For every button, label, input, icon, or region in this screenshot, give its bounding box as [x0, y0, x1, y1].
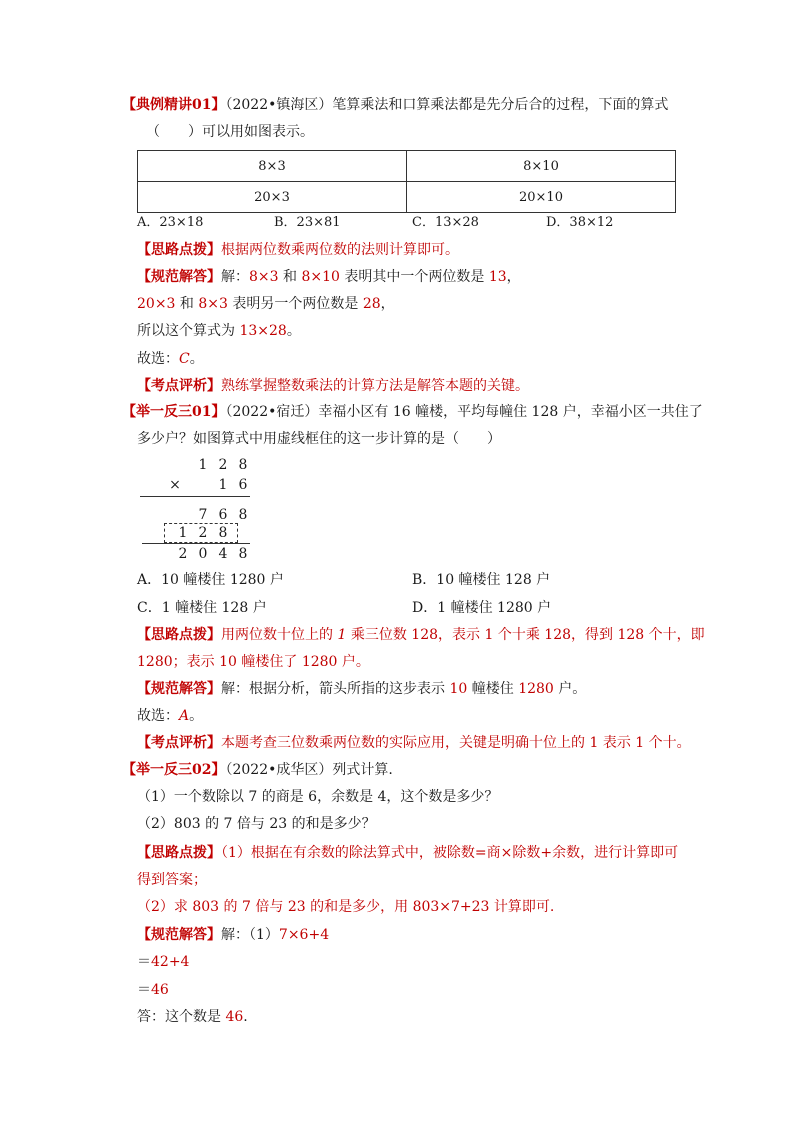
ex2-hint-text: 1280 — [301, 654, 338, 670]
ex1-question-line2: （ ）可以用如图表示。 — [146, 124, 314, 140]
ex3-hint-text: （1）根据在有余数的除法算式中，被除数=商×除数+余数，进行计算即可 — [221, 845, 679, 861]
ex3-answer-text: 解：（1） — [221, 927, 279, 943]
ex3-step-text: ＝ — [137, 982, 151, 998]
ex1-hint-text: 根据两位数乘两位数的法则计算即可。 — [221, 242, 459, 258]
ex2-answer-text: 解：根据分析，箭头所指的这步表示 — [221, 681, 450, 697]
ex2-hint-text: 128 — [617, 627, 645, 643]
calc-digit: 8 — [238, 507, 248, 523]
calc-digit: 0 — [198, 546, 208, 562]
ex3-step-text: ＝ — [137, 954, 151, 970]
ex1-eval-tag: 【考点评析】 — [137, 378, 221, 394]
ex3-hint-text: 803×7+23 — [412, 899, 490, 915]
ex3-source: （2022•成华区） — [225, 762, 333, 778]
table-row — [138, 151, 676, 182]
ex3-hint-text: 803 — [192, 899, 220, 915]
ex1-answer-text: 和 — [175, 296, 199, 312]
calc-digit: 1 — [198, 457, 208, 473]
ex2-answer-text: 10 — [449, 681, 468, 697]
multiply-sign: × — [169, 477, 181, 493]
ex2-hint-text: 幢楼住了 — [236, 654, 302, 670]
table-cell: 20×3 — [138, 182, 407, 213]
ex2-answer — [137, 679, 586, 699]
ex2-eval-text: 表示 1 个十。 — [598, 735, 691, 751]
ex2-option-c: C．1 幢楼住 128 户 — [137, 600, 267, 616]
ex3-question — [122, 760, 393, 780]
ex2-choice — [137, 706, 203, 726]
ex1-answer-text: 13×28 — [239, 323, 287, 339]
ex2-choice-suffix: 。 — [189, 708, 204, 724]
ex2-hint-line1 — [137, 625, 705, 645]
ex2-question-line2: 多少户？如图算式中用虚线框住的这一步计算的是（ ） — [137, 431, 501, 447]
table-cell: 8×10 — [407, 151, 676, 182]
ex1-answer-text: ， — [380, 296, 395, 312]
ex2-hint-text: ；表示 — [172, 654, 220, 670]
ex3-hint-text: 倍与 — [250, 899, 288, 915]
ex1-answer-text: 所以这个算式为 — [137, 323, 240, 339]
ex2-answer-text: 1280 — [518, 681, 554, 697]
ex3-hint-text: 的 — [219, 899, 242, 915]
ex1-option-d: D．38×12 — [546, 215, 614, 230]
ex3-hint-text: （2）求 — [137, 899, 193, 915]
ex3-final-answer — [137, 1007, 248, 1027]
ex1-hint — [137, 240, 459, 260]
ex3-final-text: 46 — [225, 1009, 244, 1025]
ex3-subquestion-1: （1）一个数除以 7 的商是 6，余数是 4，这个数是多少？ — [137, 789, 499, 805]
ex1-answer-text: 28 — [362, 296, 381, 312]
ex1-answer-tag: 【规范解答】 — [137, 269, 221, 285]
ex1-choice-suffix: 。 — [189, 351, 204, 367]
ex2-option-b: B．10 幢楼住 128 户 — [412, 572, 551, 588]
ex2-eval-text: 1 — [589, 735, 599, 751]
ex2-answer-tag: 【规范解答】 — [137, 681, 221, 697]
ex1-answer-text: 。 — [286, 323, 301, 339]
table-cell: 20×10 — [407, 182, 676, 213]
ex3-tag: 【举一反三02】 — [122, 762, 226, 778]
ex1-answer-text: 和 — [278, 269, 302, 285]
calc-digit: 7 — [198, 507, 208, 523]
ex1-eval-text: 熟练掌握整数乘法的计算方法是解答本题的关键。 — [221, 378, 529, 394]
ex3-hint-text: 计算即可. — [489, 899, 555, 915]
table-cell: 8×3 — [138, 151, 407, 182]
ex1-hint-tag: 【思路点拨】 — [137, 242, 221, 258]
ex1-answer-text: 表明另一个两位数是 — [227, 296, 363, 312]
ex2-eval-tag: 【考点评析】 — [137, 735, 221, 751]
ex1-answer-line3 — [137, 321, 301, 341]
calc-digit: 2 — [198, 525, 208, 541]
ex1-source: （2022•镇海区） — [225, 97, 333, 113]
ex2-choice-letter: A — [179, 708, 190, 724]
ex2-hint-text: 乘三位数 — [346, 627, 412, 643]
ex2-hint-tag: 【思路点拨】 — [137, 627, 221, 643]
ex1-question-line1 — [122, 95, 668, 115]
table-row — [138, 182, 676, 213]
ex3-step-2 — [137, 980, 169, 1000]
ex3-step-1 — [137, 952, 189, 972]
calc-digit: 8 — [238, 546, 248, 562]
calc-digit: 6 — [238, 477, 248, 493]
ex3-hint-tag: 【思路点拨】 — [137, 845, 221, 861]
ex3-step-text: 46 — [151, 982, 169, 998]
ex3-hint-text: 23 — [287, 899, 306, 915]
calc-digit: 8 — [218, 525, 228, 541]
ex2-tag: 【举一反三01】 — [122, 404, 226, 420]
ex2-option-d: D．1 幢楼住 1280 户 — [412, 600, 552, 616]
ex3-final-text: 答：这个数是 — [137, 1009, 226, 1025]
ex1-answer-text: 8×3 — [249, 269, 279, 285]
ex2-hint-text: 1 — [337, 627, 347, 643]
ex1-tag: 【典例精讲01】 — [122, 97, 226, 113]
ex1-option-c: C．13×28 — [412, 215, 479, 230]
calc-rule — [140, 496, 250, 497]
ex2-hint-line2 — [137, 652, 370, 672]
ex1-answer-text: 8×3 — [198, 296, 228, 312]
ex1-figure-table — [137, 150, 676, 213]
ex2-source: （2022•宿迁） — [225, 404, 319, 420]
ex3-hint-text: 得到答案； — [137, 872, 207, 888]
ex3-question-text: 列式计算. — [332, 762, 393, 778]
ex2-hint-text: 1280 — [137, 654, 173, 670]
ex2-question-text1: 幸福小区有 16 幢楼，平均每幢住 128 户，幸福小区一共住了 — [318, 404, 703, 420]
ex1-choice-prefix: 故选： — [137, 351, 179, 367]
ex1-answer-prefix: 解： — [221, 269, 249, 285]
calc-digit: 1 — [178, 525, 188, 541]
ex3-answer-tag: 【规范解答】 — [137, 927, 221, 943]
ex2-answer-text: 户。 — [553, 681, 587, 697]
ex3-answer-text: 7×6+4 — [278, 927, 330, 943]
ex2-choice-prefix: 故选： — [137, 708, 179, 724]
ex1-option-b: B．23×81 — [274, 215, 341, 230]
ex2-question-line1 — [122, 402, 703, 422]
calc-digit: 8 — [238, 457, 248, 473]
ex2-hint-text: 128 — [544, 627, 572, 643]
ex1-evaluation — [137, 376, 529, 396]
ex2-hint-text: ，表示 1 个十乘 — [438, 627, 545, 643]
ex1-answer-line1 — [137, 267, 521, 287]
ex3-step-text: 42+4 — [151, 954, 190, 970]
ex2-hint-text: 个十，即 — [644, 627, 705, 643]
ex3-answer — [137, 925, 329, 945]
ex2-hint-text: 用两位数十位上的 — [221, 627, 338, 643]
calc-digit: 4 — [218, 546, 228, 562]
ex3-hint-text: 7 — [242, 899, 251, 915]
ex3-hint-line1 — [137, 843, 678, 863]
ex3-subquestion-2: （2）803 的 7 倍与 23 的和是多少？ — [137, 816, 376, 832]
ex1-question-text1: 笔算乘法和口算乘法都是先分后合的过程，下面的算式 — [332, 97, 669, 113]
ex1-choice — [137, 349, 204, 369]
ex2-hint-text: 10 — [219, 654, 237, 670]
ex1-choice-letter: C — [179, 351, 190, 367]
ex1-answer-text: ， — [506, 269, 521, 285]
ex1-answer-line2 — [137, 294, 395, 314]
calc-digit: 2 — [218, 457, 228, 473]
ex3-hint-line3 — [137, 897, 554, 917]
ex2-evaluation — [137, 733, 691, 753]
ex3-hint-text: 的和是多少，用 — [305, 899, 413, 915]
ex1-answer-text: 13 — [488, 269, 507, 285]
ex3-final-text: . — [243, 1009, 248, 1025]
ex2-option-a: A．10 幢楼住 1280 户 — [137, 572, 284, 588]
ex2-hint-text: 128 — [411, 627, 439, 643]
ex1-answer-text: 20×3 — [137, 296, 176, 312]
ex2-vertical-multiplication — [136, 455, 256, 565]
ex1-option-a: A．23×18 — [137, 215, 204, 230]
ex2-hint-text: 户。 — [337, 654, 370, 670]
ex2-hint-text: ，得到 — [571, 627, 618, 643]
calc-digit: 2 — [178, 546, 188, 562]
ex1-answer-text: 8×10 — [301, 269, 340, 285]
ex1-answer-text: 表明其中一个两位数是 — [339, 269, 489, 285]
ex2-answer-text: 幢楼住 — [467, 681, 519, 697]
ex3-hint-line2 — [137, 870, 207, 890]
calc-digit: 6 — [218, 507, 228, 523]
ex2-eval-text: 本题考查三位数乘两位数的实际应用，关键是明确十位上的 — [221, 735, 590, 751]
calc-rule — [142, 543, 250, 544]
calc-digit: 1 — [218, 477, 228, 493]
